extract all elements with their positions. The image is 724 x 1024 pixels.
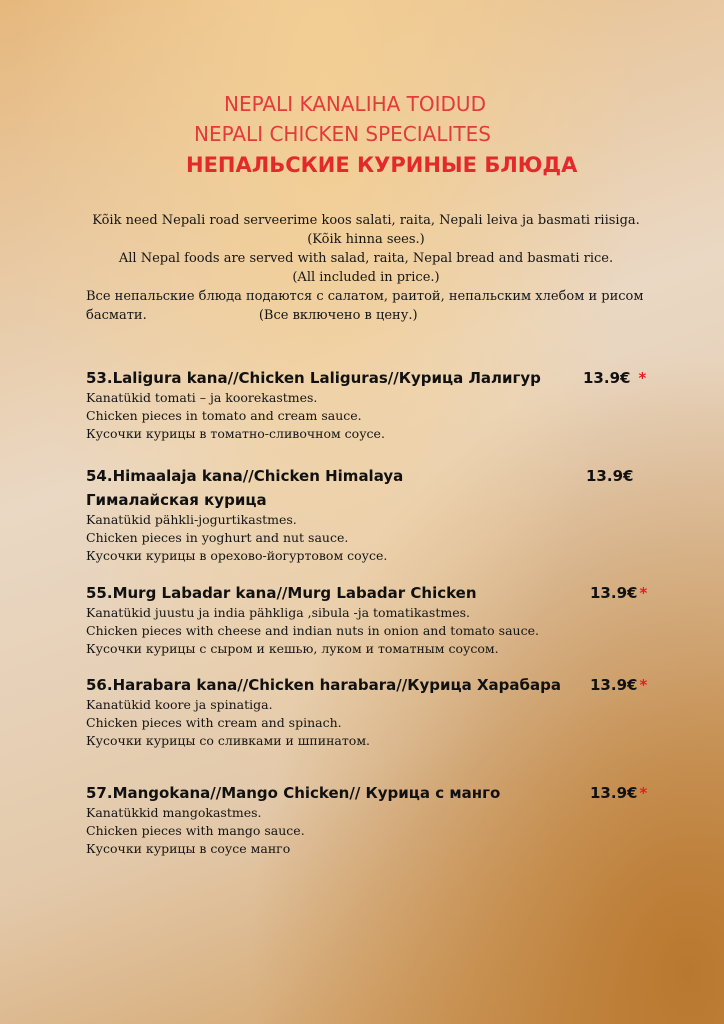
item-title: 57.Mangokana//Mango Chicken// Курица с манго — [86, 784, 501, 802]
intro-english-price: (All included in price.) — [292, 270, 440, 285]
intro-english: All Nepal foods are served with salad, raita, Nepal bread and basmati rice. — [118, 251, 614, 266]
title-estonian: NEPALI KANALIHA TOIDUD — [224, 92, 486, 116]
item-desc-en: Chicken pieces in tomato and cream sauce. — [86, 408, 362, 423]
item-price — [590, 674, 647, 696]
menu-item-55 — [86, 582, 656, 658]
item-desc-ru: Кусочки курицы в орехово-йогуртовом соусе. — [86, 548, 388, 563]
price-value: 13.9€ — [583, 369, 631, 387]
intro-russian-end: басмати. — [86, 308, 147, 323]
price-value: 13.9€ — [590, 676, 638, 694]
item-title: 55.Murg Labadar kana//Murg Labadar Chicken — [86, 584, 477, 602]
menu-item-53 — [86, 367, 656, 443]
intro-text — [86, 211, 646, 325]
item-price — [586, 465, 633, 487]
item-title-russian: Гималайская курица — [86, 491, 267, 509]
item-desc-ru: Кусочки курицы в томатно-сливочном соусе. — [86, 426, 385, 441]
item-price — [590, 582, 647, 604]
title-english: NEPALI CHICKEN SPECIALITES — [194, 122, 491, 146]
star-icon: * — [638, 369, 647, 387]
title-russian: НЕПАЛЬСКИЕ КУРИНЫЕ БЛЮДА — [186, 153, 578, 177]
item-desc-et: Kanatükid juustu ja india pähkliga ,sibula -ja tomatikastmes. — [86, 605, 470, 620]
item-desc-et: Kanatükid tomati – ja koorekastmes. — [86, 390, 318, 405]
item-title: 56.Harabara kana//Chicken harabara//Курица Харабара — [86, 676, 561, 694]
intro-russian-price: (Все включено в цену.) — [258, 308, 418, 323]
menu-item-56 — [86, 674, 656, 750]
item-price — [590, 782, 647, 804]
item-desc-et: Kanatükid koore ja spinatiga. — [86, 697, 273, 712]
item-desc-en: Chicken pieces with mango sauce. — [86, 823, 305, 838]
intro-estonian-price: (Kõik hinna sees.) — [307, 232, 425, 247]
menu-item-54 — [86, 465, 656, 565]
item-desc-ru: Кусочки курицы со сливками и шпинатом. — [86, 733, 371, 748]
star-icon: * — [639, 584, 648, 602]
intro-russian-line2 — [86, 306, 646, 325]
item-desc-ru: Кусочки курицы с сыром и кешью, луком и томатным соусом. — [86, 641, 499, 656]
intro-estonian: Kõik need Nepali road serveerime koos salati, raita, Nepali leiva ja basmati riisiga. — [92, 213, 640, 228]
item-desc-en: Chicken pieces with cheese and indian nuts in onion and tomato sauce. — [86, 623, 539, 638]
star-icon: * — [639, 676, 648, 694]
item-desc-en: Chicken pieces with cream and spinach. — [86, 715, 342, 730]
item-title: 54.Himaalaja kana//Chicken Himalaya — [86, 467, 404, 485]
price-value: 13.9€ — [590, 784, 638, 802]
price-value: 13.9€ — [590, 584, 638, 602]
price-value: 13.9€ — [586, 467, 634, 485]
item-title: 53.Laligura kana//Chicken Laliguras//Курица Лалигур — [86, 369, 541, 387]
item-desc-ru: Кусочки курицы в соусе манго — [86, 841, 291, 856]
menu-item-57 — [86, 782, 656, 858]
item-desc-en: Chicken pieces in yoghurt and nut sauce. — [86, 530, 349, 545]
star-icon: * — [639, 784, 648, 802]
intro-russian: Все непальские блюда подаются с салатом, раитой, непальским хлебом и рисом — [86, 289, 644, 304]
item-desc-et: Kanatükkid mangokastmes. — [86, 805, 262, 820]
item-desc-et: Kanatükid pähkli-jogurtikastmes. — [86, 512, 297, 527]
item-price — [583, 367, 646, 389]
